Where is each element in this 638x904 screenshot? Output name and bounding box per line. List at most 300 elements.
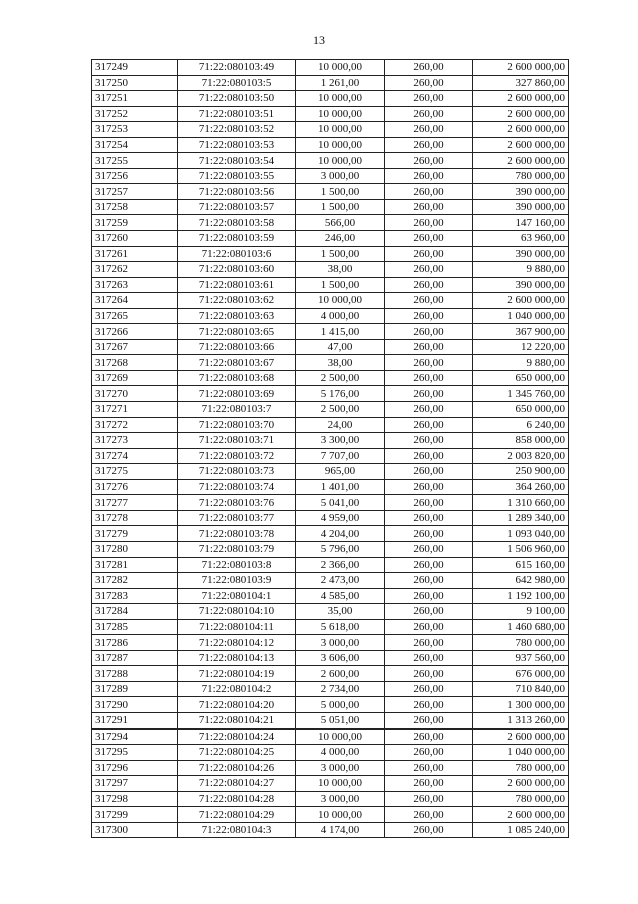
rate-cell: 260,00 [385, 697, 473, 713]
area-cell: 4 174,00 [296, 822, 385, 838]
rate-cell: 260,00 [385, 199, 473, 215]
rate-cell: 260,00 [385, 91, 473, 107]
area-cell: 35,00 [296, 604, 385, 620]
cost-cell: 12 220,00 [473, 339, 569, 355]
cadastral-number-cell: 71:22:080103:61 [178, 277, 296, 293]
cost-cell: 710 840,00 [473, 681, 569, 697]
table-row [92, 184, 569, 200]
row-number-cell: 317252 [92, 106, 178, 122]
rate-cell: 260,00 [385, 588, 473, 604]
area-cell: 3 300,00 [296, 433, 385, 449]
cadastral-number-cell: 71:22:080104:24 [178, 729, 296, 745]
row-number-cell: 317253 [92, 122, 178, 138]
cadastral-number-cell: 71:22:080103:68 [178, 370, 296, 386]
cost-cell: 250 900,00 [473, 464, 569, 480]
cost-cell: 9 100,00 [473, 604, 569, 620]
row-number-cell: 317258 [92, 199, 178, 215]
table-row [92, 91, 569, 107]
area-cell: 10 000,00 [296, 153, 385, 169]
row-number-cell: 317262 [92, 262, 178, 278]
table-row [92, 479, 569, 495]
row-number-cell: 317256 [92, 168, 178, 184]
cost-cell: 364 260,00 [473, 479, 569, 495]
table-row [92, 604, 569, 620]
row-number-cell: 317270 [92, 386, 178, 402]
row-number-cell: 317272 [92, 417, 178, 433]
cost-cell: 390 000,00 [473, 246, 569, 262]
area-cell: 5 051,00 [296, 712, 385, 728]
area-cell: 7 707,00 [296, 448, 385, 464]
table-row [92, 355, 569, 371]
row-number-cell: 317273 [92, 433, 178, 449]
cost-cell: 2 600 000,00 [473, 60, 569, 76]
table-row [92, 510, 569, 526]
cadastral-number-cell: 71:22:080104:21 [178, 712, 296, 728]
row-number-cell: 317296 [92, 760, 178, 776]
area-cell: 10 000,00 [296, 293, 385, 309]
row-number-cell: 317251 [92, 91, 178, 107]
row-number-cell: 317291 [92, 712, 178, 728]
table-row [92, 122, 569, 138]
cost-cell: 1 313 260,00 [473, 712, 569, 728]
table-row [92, 526, 569, 542]
table-row [92, 324, 569, 340]
rate-cell: 260,00 [385, 729, 473, 745]
rate-cell: 260,00 [385, 822, 473, 838]
cost-cell: 2 600 000,00 [473, 807, 569, 823]
table-row [92, 433, 569, 449]
rate-cell: 260,00 [385, 604, 473, 620]
table-row [92, 729, 569, 745]
table-row [92, 681, 569, 697]
row-number-cell: 317289 [92, 681, 178, 697]
table-row [92, 776, 569, 792]
area-cell: 1 500,00 [296, 277, 385, 293]
table-row [92, 745, 569, 761]
row-number-cell: 317288 [92, 666, 178, 682]
table-row [92, 807, 569, 823]
cadastral-number-cell: 71:22:080103:49 [178, 60, 296, 76]
table-row [92, 262, 569, 278]
rate-cell: 260,00 [385, 324, 473, 340]
cadastral-number-cell: 71:22:080104:12 [178, 635, 296, 651]
rate-cell: 260,00 [385, 681, 473, 697]
table-row [92, 650, 569, 666]
row-number-cell: 317257 [92, 184, 178, 200]
cadastral-number-cell: 71:22:080103:58 [178, 215, 296, 231]
rate-cell: 260,00 [385, 776, 473, 792]
cost-cell: 1 310 660,00 [473, 495, 569, 511]
area-cell: 10 000,00 [296, 106, 385, 122]
cadastral-number-cell: 71:22:080103:62 [178, 293, 296, 309]
cadastral-number-cell: 71:22:080104:20 [178, 697, 296, 713]
cost-cell: 780 000,00 [473, 760, 569, 776]
rate-cell: 260,00 [385, 355, 473, 371]
row-number-cell: 317261 [92, 246, 178, 262]
cost-cell: 1 460 680,00 [473, 619, 569, 635]
area-cell: 566,00 [296, 215, 385, 231]
table-row [92, 402, 569, 418]
rate-cell: 260,00 [385, 464, 473, 480]
area-cell: 4 000,00 [296, 308, 385, 324]
table-row [92, 448, 569, 464]
cadastral-number-cell: 71:22:080104:29 [178, 807, 296, 823]
cadastral-number-cell: 71:22:080103:54 [178, 153, 296, 169]
table-row [92, 199, 569, 215]
table-row [92, 60, 569, 76]
area-cell: 47,00 [296, 339, 385, 355]
rate-cell: 260,00 [385, 557, 473, 573]
row-number-cell: 317274 [92, 448, 178, 464]
area-cell: 4 585,00 [296, 588, 385, 604]
row-number-cell: 317299 [92, 807, 178, 823]
table-row [92, 635, 569, 651]
area-cell: 10 000,00 [296, 122, 385, 138]
rate-cell: 260,00 [385, 448, 473, 464]
cadastral-number-cell: 71:22:080103:59 [178, 231, 296, 247]
cadastral-number-cell: 71:22:080103:9 [178, 573, 296, 589]
cost-cell: 937 560,00 [473, 650, 569, 666]
rate-cell: 260,00 [385, 168, 473, 184]
cost-cell: 1 192 100,00 [473, 588, 569, 604]
area-cell: 38,00 [296, 355, 385, 371]
cadastral-number-cell: 71:22:080103:67 [178, 355, 296, 371]
table-row [92, 386, 569, 402]
area-cell: 1 500,00 [296, 184, 385, 200]
table-row [92, 697, 569, 713]
rate-cell: 260,00 [385, 650, 473, 666]
table-row [92, 417, 569, 433]
cost-cell: 390 000,00 [473, 184, 569, 200]
rate-cell: 260,00 [385, 60, 473, 76]
rate-cell: 260,00 [385, 791, 473, 807]
row-number-cell: 317267 [92, 339, 178, 355]
rate-cell: 260,00 [385, 262, 473, 278]
rate-cell: 260,00 [385, 339, 473, 355]
cadastral-number-cell: 71:22:080104:10 [178, 604, 296, 620]
area-cell: 24,00 [296, 417, 385, 433]
rate-cell: 260,00 [385, 137, 473, 153]
area-cell: 3 000,00 [296, 635, 385, 651]
table-row [92, 168, 569, 184]
row-number-cell: 317263 [92, 277, 178, 293]
row-number-cell: 317255 [92, 153, 178, 169]
cost-cell: 390 000,00 [473, 277, 569, 293]
rate-cell: 260,00 [385, 402, 473, 418]
cadastral-number-cell: 71:22:080103:65 [178, 324, 296, 340]
row-number-cell: 317249 [92, 60, 178, 76]
row-number-cell: 317281 [92, 557, 178, 573]
row-number-cell: 317259 [92, 215, 178, 231]
area-cell: 2 500,00 [296, 370, 385, 386]
cadastral-number-cell: 71:22:080103:76 [178, 495, 296, 511]
table-row [92, 791, 569, 807]
rate-cell: 260,00 [385, 75, 473, 91]
table-row [92, 573, 569, 589]
area-cell: 5 000,00 [296, 697, 385, 713]
cost-cell: 2 600 000,00 [473, 91, 569, 107]
rate-cell: 260,00 [385, 745, 473, 761]
area-cell: 246,00 [296, 231, 385, 247]
rate-cell: 260,00 [385, 666, 473, 682]
cost-cell: 1 085 240,00 [473, 822, 569, 838]
cost-cell: 2 600 000,00 [473, 776, 569, 792]
table-row [92, 75, 569, 91]
cost-cell: 63 960,00 [473, 231, 569, 247]
rate-cell: 260,00 [385, 386, 473, 402]
area-cell: 10 000,00 [296, 807, 385, 823]
cadastral-number-cell: 71:22:080103:50 [178, 91, 296, 107]
cadastral-number-cell: 71:22:080103:70 [178, 417, 296, 433]
area-cell: 10 000,00 [296, 91, 385, 107]
rate-cell: 260,00 [385, 308, 473, 324]
cadastral-number-cell: 71:22:080103:51 [178, 106, 296, 122]
cost-cell: 2 600 000,00 [473, 153, 569, 169]
cost-cell: 327 860,00 [473, 75, 569, 91]
row-number-cell: 317277 [92, 495, 178, 511]
row-number-cell: 317266 [92, 324, 178, 340]
cadastral-number-cell: 71:22:080104:3 [178, 822, 296, 838]
cost-cell: 367 900,00 [473, 324, 569, 340]
table-row [92, 231, 569, 247]
cost-cell: 1 289 340,00 [473, 510, 569, 526]
cost-cell: 642 980,00 [473, 573, 569, 589]
table-row [92, 137, 569, 153]
cadastral-number-cell: 71:22:080104:28 [178, 791, 296, 807]
row-number-cell: 317250 [92, 75, 178, 91]
area-cell: 3 000,00 [296, 760, 385, 776]
cadastral-number-cell: 71:22:080104:19 [178, 666, 296, 682]
row-number-cell: 317271 [92, 402, 178, 418]
table-row [92, 666, 569, 682]
cost-cell: 2 600 000,00 [473, 106, 569, 122]
row-number-cell: 317282 [92, 573, 178, 589]
area-cell: 10 000,00 [296, 60, 385, 76]
cost-cell: 615 160,00 [473, 557, 569, 573]
rate-cell: 260,00 [385, 807, 473, 823]
cost-cell: 1 040 000,00 [473, 308, 569, 324]
cost-cell: 1 506 960,00 [473, 541, 569, 557]
rate-cell: 260,00 [385, 619, 473, 635]
area-cell: 2 600,00 [296, 666, 385, 682]
table-body [92, 60, 569, 838]
cost-cell: 2 600 000,00 [473, 293, 569, 309]
table-row [92, 246, 569, 262]
cadastral-number-cell: 71:22:080103:73 [178, 464, 296, 480]
cost-cell: 676 000,00 [473, 666, 569, 682]
rate-cell: 260,00 [385, 215, 473, 231]
area-cell: 10 000,00 [296, 776, 385, 792]
rate-cell: 260,00 [385, 277, 473, 293]
area-cell: 4 959,00 [296, 510, 385, 526]
table-row [92, 308, 569, 324]
cost-cell: 6 240,00 [473, 417, 569, 433]
area-cell: 5 176,00 [296, 386, 385, 402]
cadastral-number-cell: 71:22:080104:2 [178, 681, 296, 697]
rate-cell: 260,00 [385, 417, 473, 433]
rate-cell: 260,00 [385, 246, 473, 262]
cadastral-number-cell: 71:22:080104:27 [178, 776, 296, 792]
table-row [92, 277, 569, 293]
rate-cell: 260,00 [385, 122, 473, 138]
rate-cell: 260,00 [385, 231, 473, 247]
area-cell: 3 000,00 [296, 791, 385, 807]
cadastral-number-cell: 71:22:080103:56 [178, 184, 296, 200]
cadastral-number-cell: 71:22:080103:77 [178, 510, 296, 526]
area-cell: 5 618,00 [296, 619, 385, 635]
row-number-cell: 317276 [92, 479, 178, 495]
rate-cell: 260,00 [385, 153, 473, 169]
table-row [92, 588, 569, 604]
cadastral-number-cell: 71:22:080103:63 [178, 308, 296, 324]
area-cell: 965,00 [296, 464, 385, 480]
cadastral-number-cell: 71:22:080103:53 [178, 137, 296, 153]
row-number-cell: 317286 [92, 635, 178, 651]
cost-cell: 147 160,00 [473, 215, 569, 231]
table-row [92, 760, 569, 776]
area-cell: 10 000,00 [296, 729, 385, 745]
cost-cell: 780 000,00 [473, 168, 569, 184]
rate-cell: 260,00 [385, 433, 473, 449]
rate-cell: 260,00 [385, 293, 473, 309]
row-number-cell: 317279 [92, 526, 178, 542]
rate-cell: 260,00 [385, 510, 473, 526]
row-number-cell: 317290 [92, 697, 178, 713]
row-number-cell: 317278 [92, 510, 178, 526]
area-cell: 5 041,00 [296, 495, 385, 511]
cadastral-number-cell: 71:22:080103:74 [178, 479, 296, 495]
row-number-cell: 317284 [92, 604, 178, 620]
table-row [92, 106, 569, 122]
row-number-cell: 317275 [92, 464, 178, 480]
cost-cell: 650 000,00 [473, 370, 569, 386]
table-row [92, 464, 569, 480]
row-number-cell: 317268 [92, 355, 178, 371]
cadastral-number-cell: 71:22:080103:8 [178, 557, 296, 573]
cost-cell: 858 000,00 [473, 433, 569, 449]
cadastral-number-cell: 71:22:080103:78 [178, 526, 296, 542]
rate-cell: 260,00 [385, 573, 473, 589]
cost-cell: 1 345 760,00 [473, 386, 569, 402]
rate-cell: 260,00 [385, 712, 473, 728]
area-cell: 1 500,00 [296, 199, 385, 215]
row-number-cell: 317283 [92, 588, 178, 604]
row-number-cell: 317300 [92, 822, 178, 838]
cost-cell: 780 000,00 [473, 791, 569, 807]
area-cell: 2 366,00 [296, 557, 385, 573]
cost-cell: 1 093 040,00 [473, 526, 569, 542]
land-plot-table [91, 59, 569, 838]
cost-cell: 9 880,00 [473, 262, 569, 278]
rate-cell: 260,00 [385, 495, 473, 511]
cost-cell: 2 600 000,00 [473, 137, 569, 153]
cadastral-number-cell: 71:22:080103:72 [178, 448, 296, 464]
table-row [92, 153, 569, 169]
table-row [92, 557, 569, 573]
area-cell: 2 500,00 [296, 402, 385, 418]
cadastral-number-cell: 71:22:080103:5 [178, 75, 296, 91]
row-number-cell: 317298 [92, 791, 178, 807]
area-cell: 3 000,00 [296, 168, 385, 184]
cadastral-number-cell: 71:22:080103:57 [178, 199, 296, 215]
area-cell: 1 500,00 [296, 246, 385, 262]
row-number-cell: 317295 [92, 745, 178, 761]
rate-cell: 260,00 [385, 635, 473, 651]
cost-cell: 390 000,00 [473, 199, 569, 215]
cadastral-number-cell: 71:22:080103:6 [178, 246, 296, 262]
cost-cell: 780 000,00 [473, 635, 569, 651]
area-cell: 2 473,00 [296, 573, 385, 589]
cost-cell: 2 600 000,00 [473, 729, 569, 745]
rate-cell: 260,00 [385, 184, 473, 200]
area-cell: 3 606,00 [296, 650, 385, 666]
area-cell: 1 261,00 [296, 75, 385, 91]
rate-cell: 260,00 [385, 370, 473, 386]
table-row [92, 822, 569, 838]
table-row [92, 370, 569, 386]
cadastral-number-cell: 71:22:080103:69 [178, 386, 296, 402]
cost-cell: 1 040 000,00 [473, 745, 569, 761]
cadastral-number-cell: 71:22:080104:1 [178, 588, 296, 604]
table-row [92, 339, 569, 355]
row-number-cell: 317260 [92, 231, 178, 247]
cadastral-number-cell: 71:22:080103:79 [178, 541, 296, 557]
cadastral-number-cell: 71:22:080103:7 [178, 402, 296, 418]
area-cell: 10 000,00 [296, 137, 385, 153]
cadastral-number-cell: 71:22:080103:55 [178, 168, 296, 184]
row-number-cell: 317280 [92, 541, 178, 557]
rate-cell: 260,00 [385, 541, 473, 557]
cost-cell: 1 300 000,00 [473, 697, 569, 713]
row-number-cell: 317254 [92, 137, 178, 153]
area-cell: 38,00 [296, 262, 385, 278]
area-cell: 1 415,00 [296, 324, 385, 340]
row-number-cell: 317297 [92, 776, 178, 792]
rate-cell: 260,00 [385, 526, 473, 542]
cadastral-number-cell: 71:22:080104:13 [178, 650, 296, 666]
table-row [92, 619, 569, 635]
row-number-cell: 317294 [92, 729, 178, 745]
table-row [92, 495, 569, 511]
cost-cell: 9 880,00 [473, 355, 569, 371]
row-number-cell: 317264 [92, 293, 178, 309]
area-cell: 1 401,00 [296, 479, 385, 495]
rate-cell: 260,00 [385, 760, 473, 776]
cost-cell: 2 003 820,00 [473, 448, 569, 464]
table-row [92, 541, 569, 557]
table-row [92, 293, 569, 309]
table-row [92, 215, 569, 231]
rate-cell: 260,00 [385, 106, 473, 122]
cost-cell: 2 600 000,00 [473, 122, 569, 138]
row-number-cell: 317265 [92, 308, 178, 324]
cadastral-number-cell: 71:22:080103:66 [178, 339, 296, 355]
area-cell: 4 204,00 [296, 526, 385, 542]
table-row [92, 712, 569, 728]
cost-cell: 650 000,00 [473, 402, 569, 418]
cadastral-number-cell: 71:22:080103:60 [178, 262, 296, 278]
cadastral-number-cell: 71:22:080104:25 [178, 745, 296, 761]
cadastral-number-cell: 71:22:080104:11 [178, 619, 296, 635]
cadastral-number-cell: 71:22:080104:26 [178, 760, 296, 776]
cadastral-number-cell: 71:22:080103:71 [178, 433, 296, 449]
rate-cell: 260,00 [385, 479, 473, 495]
area-cell: 2 734,00 [296, 681, 385, 697]
row-number-cell: 317285 [92, 619, 178, 635]
page-number: 13 [313, 33, 325, 47]
row-number-cell: 317287 [92, 650, 178, 666]
area-cell: 4 000,00 [296, 745, 385, 761]
